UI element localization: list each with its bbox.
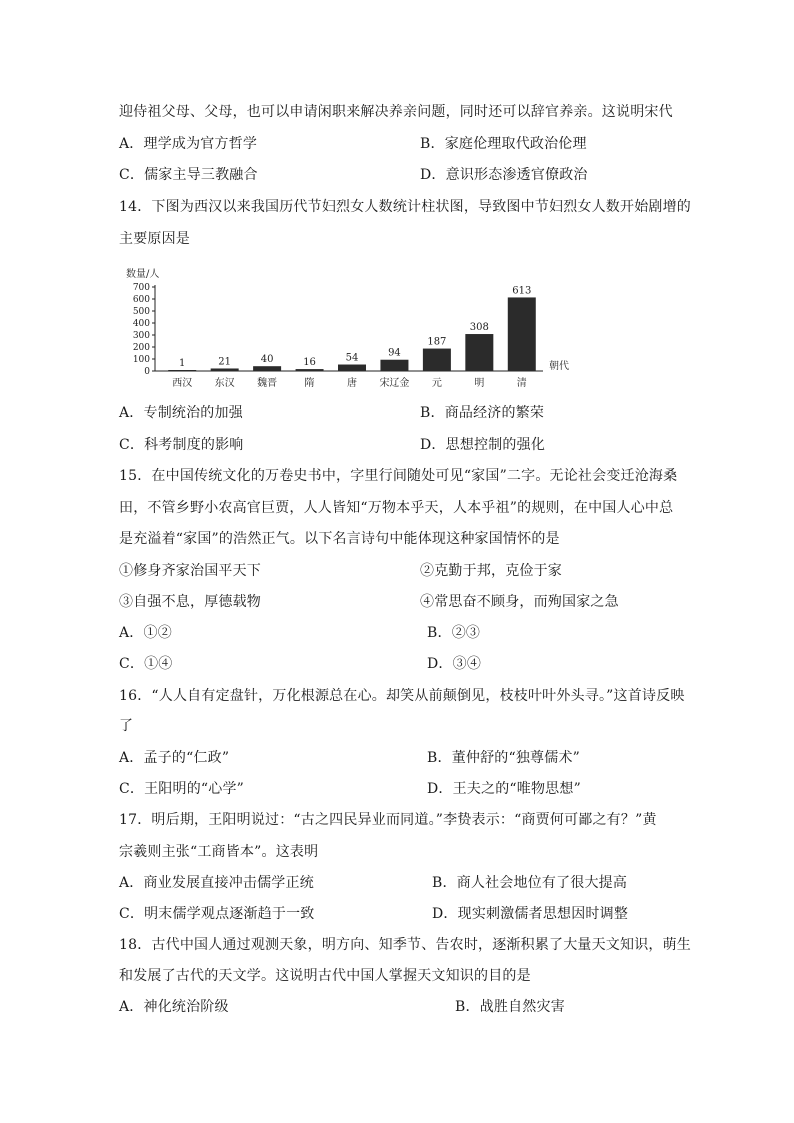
- y-tick-label: 500: [132, 307, 150, 317]
- x-tick-label: 宋辽金: [379, 378, 410, 389]
- y-tick-label: 400: [132, 319, 150, 329]
- q14-option-b[interactable]: B．商品经济的繁荣: [420, 405, 545, 421]
- q18-option-a[interactable]: A．神化统治阶级: [119, 999, 229, 1015]
- bar-value-label: 21: [218, 356, 232, 368]
- q14-option-d[interactable]: D．思想控制的强化: [420, 437, 546, 453]
- q16-stem-line-1: 16．“人人自有定盘针，万化根源总在心。却笑从前颠倒见，枝枝叶叶外头寻。”这首诗反映: [119, 688, 685, 704]
- x-axis-label: 朝代: [549, 361, 569, 372]
- q13-option-c[interactable]: C．儒家主导三教融合: [119, 167, 258, 183]
- y-tick-label: 300: [132, 331, 150, 341]
- y-axis-label: 数量/人: [126, 269, 160, 280]
- bar-value-label: 613: [512, 285, 532, 297]
- q13-option-b[interactable]: B．家庭伦理取代政治伦理: [420, 136, 587, 152]
- bar-隋: [296, 369, 324, 371]
- q16-stem-line-2: 了: [119, 718, 134, 734]
- bar-东汉: [211, 368, 239, 371]
- y-tick-label: 600: [132, 295, 150, 305]
- x-tick-label: 清: [516, 378, 527, 389]
- x-tick-label: 明: [474, 378, 485, 389]
- q15-option-b[interactable]: B．②③: [427, 625, 481, 641]
- q14-stem-line-1: 14．下图为西汉以来我国历代节妇烈女人数统计柱状图，导致图中节妇烈女人数开始剧增的: [119, 199, 692, 215]
- q13-option-a[interactable]: A．理学成为官方哲学: [119, 136, 258, 152]
- y-tick-label: 700: [132, 283, 150, 293]
- bar-唐: [338, 365, 366, 371]
- q15-stem-line-3: 是充溢着“家国”的浩然正气。以下名言诗句中能体现这种家国情怀的是: [119, 531, 560, 547]
- x-tick-label: 东汉: [214, 378, 235, 389]
- q14-option-a[interactable]: A．专制统治的加强: [119, 405, 243, 421]
- q17-option-b[interactable]: B．商人社会地位有了很大提高: [432, 875, 628, 891]
- x-tick-label: 魏晋: [257, 378, 278, 389]
- bar-value-label: 54: [345, 352, 359, 364]
- q14-stem-line-2: 主要原因是: [119, 231, 190, 247]
- q17-stem-line-2: 宗羲则主张“工商皆本”。这表明: [119, 844, 319, 860]
- q15-item-3: ③自强不息，厚德载物: [119, 594, 261, 610]
- q15-item-1: ①修身齐家治国平天下: [119, 563, 261, 579]
- q17-option-d[interactable]: D．现实刺激儒者思想因时调整: [432, 906, 629, 922]
- bar-元: [423, 349, 451, 371]
- q17-stem-line-1: 17．明后期，王阳明说过：“古之四民异业而同道。”李贽表示：“商贾何可鄙之有？”黄: [119, 812, 657, 828]
- bar-value-label: 94: [388, 347, 401, 359]
- q16-option-d[interactable]: D．王夫之的“唯物思想”: [427, 781, 581, 797]
- q15-option-c[interactable]: C．①④: [119, 656, 173, 672]
- bar-value-label: 1: [179, 358, 186, 369]
- y-tick-label: 100: [132, 355, 150, 365]
- q15-item-2: ②克勤于邦，克俭于家: [420, 563, 562, 579]
- bar-value-label: 187: [427, 336, 447, 348]
- x-tick-label: 西汉: [172, 378, 193, 389]
- q18-option-b[interactable]: B．战胜自然灾害: [455, 999, 565, 1015]
- q15-item-4: ④常思奋不顾身，而殉国家之急: [420, 594, 619, 610]
- q14-option-c[interactable]: C．科考制度的影响: [119, 437, 244, 453]
- q17-option-c[interactable]: C．明末儒学观点逐渐趋于一致: [119, 906, 315, 922]
- x-tick-label: 隋: [304, 378, 315, 389]
- bar-西汉: [168, 370, 196, 371]
- bar-value-label: 16: [303, 357, 316, 369]
- x-tick-label: 唐: [347, 378, 357, 389]
- q15-option-d[interactable]: D．③④: [427, 656, 482, 672]
- bar-魏晋: [253, 366, 281, 371]
- q16-option-c[interactable]: C．王阳明的“心学”: [119, 781, 245, 797]
- bar-value-label: 308: [469, 322, 489, 334]
- q15-option-a[interactable]: A．①②: [119, 625, 172, 641]
- bar-value-label: 40: [260, 354, 274, 366]
- bar-清: [508, 297, 536, 371]
- q18-stem-line-1: 18．古代中国人通过观测天象，明方向、知季节、告农时，逐渐积累了大量天文知识，萌生: [119, 937, 692, 953]
- q15-stem-line-2: 田，不管乡野小农高官巨贾，人人皆知“万物本乎天，人本乎祖”的规则，在中国人心中总: [119, 500, 674, 516]
- q18-stem-line-2: 和发展了古代的天文学。这说明古代中国人掌握天文知识的目的是: [119, 968, 531, 984]
- q15-stem-line-1: 15．在中国传统文化的万卷史书中，字里行间随处可见“家国”二字。无论社会变迁沧海桑: [119, 468, 678, 484]
- x-tick-label: 元: [431, 378, 442, 389]
- q13-option-d[interactable]: D．意识形态渗透官僚政治: [420, 167, 588, 183]
- y-tick-label: 200: [132, 343, 150, 353]
- bar-明: [465, 334, 493, 371]
- bar-chart: [118, 262, 598, 392]
- y-tick-label: 0: [144, 367, 150, 377]
- q17-option-a[interactable]: A．商业发展直接冲击儒学正统: [119, 875, 314, 891]
- q16-option-b[interactable]: B．董仲舒的“独尊儒术”: [427, 750, 581, 766]
- bar-宋辽金: [380, 360, 408, 371]
- q13-stem: 迎侍祖父母、父母，也可以申请闲职来解决养亲问题，同时还可以辞官养亲。这说明宋代: [119, 104, 673, 120]
- q16-option-a[interactable]: A．孟子的“仁政”: [119, 750, 230, 766]
